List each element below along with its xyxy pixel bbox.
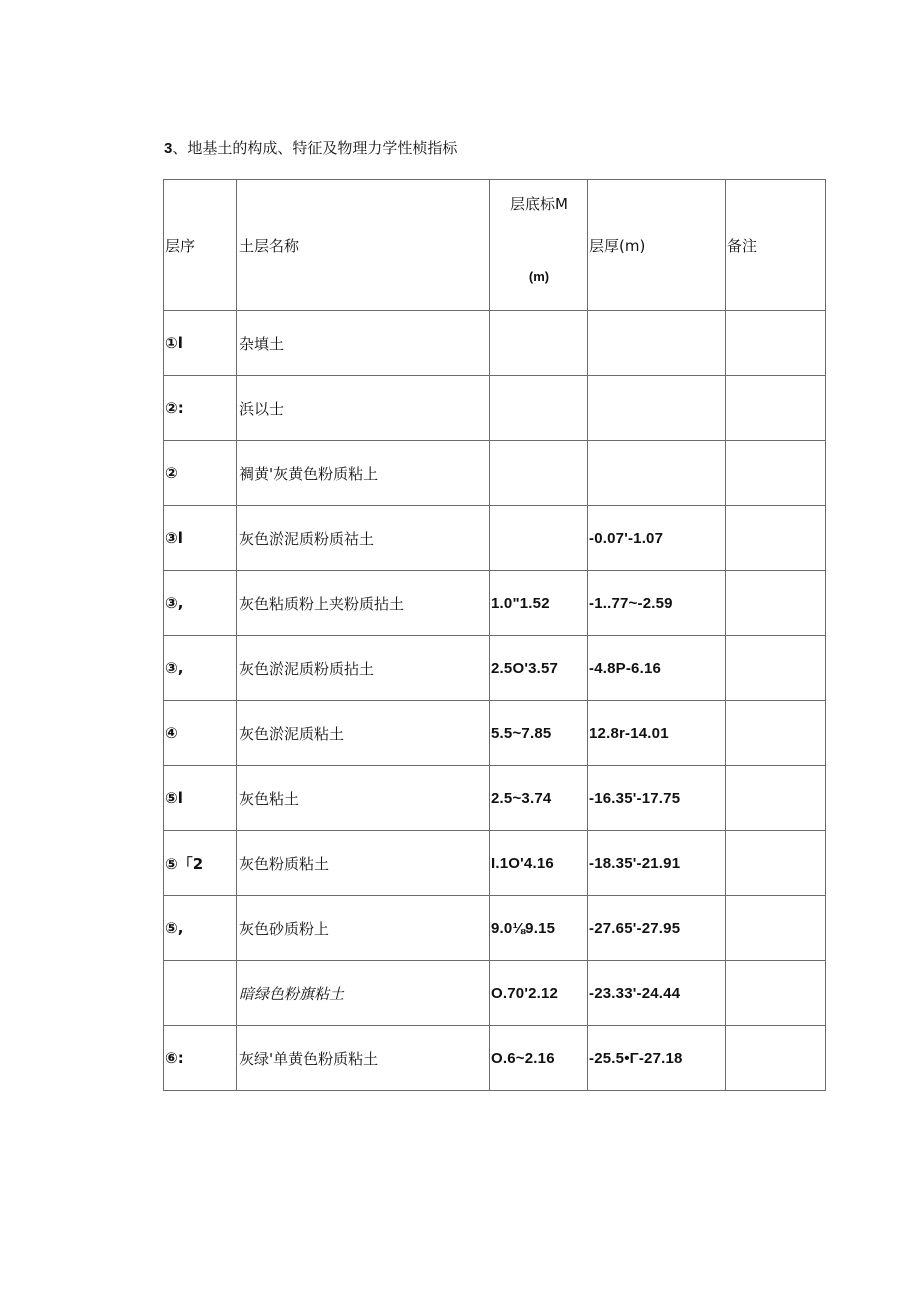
- layer-seq: ⑤,: [165, 919, 184, 937]
- layer-bottom-elevation: I.1O'4.16: [491, 855, 554, 872]
- table-row: [164, 376, 826, 441]
- layer-name: 灰色粉质粘土: [239, 854, 330, 873]
- layer-note-cell: [726, 376, 826, 441]
- layer-thickness-cell: [588, 896, 726, 961]
- layer-seq-cell: [164, 1026, 237, 1091]
- layer-bottom-elevation-cell: [490, 636, 588, 701]
- header-seq-label: 层序: [165, 236, 196, 255]
- header-thickness: [588, 180, 726, 311]
- header-thickness-label: 层厚(m): [589, 236, 646, 255]
- table-row: [164, 571, 826, 636]
- layer-seq: ⑤l: [165, 789, 183, 807]
- layer-name: 浜以士: [239, 399, 285, 418]
- layer-name-cell: [237, 831, 490, 896]
- section-heading: [164, 137, 457, 158]
- section-title: 、地基土的构成、特征及物理力学性桢指标: [172, 139, 458, 157]
- layer-seq-cell: [164, 961, 237, 1026]
- layer-name: 灰色淤泥质粘土: [239, 724, 345, 743]
- layer-bottom-elevation: 2.5O'3.57: [491, 660, 559, 677]
- layer-name: 灰色粘土: [239, 789, 300, 808]
- layer-seq-cell: [164, 896, 237, 961]
- layer-name-cell: [237, 896, 490, 961]
- table-row: [164, 441, 826, 506]
- layer-bottom-elevation: 5.5~7.85: [491, 725, 552, 742]
- layer-bottom-elevation: 9.0⅛9.15: [491, 920, 556, 937]
- layer-thickness-cell: [588, 831, 726, 896]
- layer-bottom-elevation-cell: [490, 766, 588, 831]
- layer-note-cell: [726, 961, 826, 1026]
- layer-seq-cell: [164, 506, 237, 571]
- table-row: [164, 701, 826, 766]
- layer-thickness-cell: [588, 441, 726, 506]
- layer-note-cell: [726, 831, 826, 896]
- header-name: [237, 180, 490, 311]
- layer-bottom-elevation-cell: [490, 896, 588, 961]
- layer-seq: ⑤「2: [165, 854, 204, 873]
- header-seq: [164, 180, 237, 311]
- layer-seq: ④: [165, 724, 178, 742]
- layer-name: 裯黄'灰黄色粉质粘上: [239, 464, 379, 483]
- layer-bottom-elevation-cell: [490, 1026, 588, 1091]
- layer-name: 灰色砂质粉上: [239, 919, 330, 938]
- layer-bottom-elevation: 2.5~3.74: [491, 790, 552, 807]
- layer-thickness: -16.35'-17.75: [589, 790, 681, 807]
- layer-bottom-elevation-cell: [490, 961, 588, 1026]
- layer-seq-cell: [164, 441, 237, 506]
- layer-thickness: -25.5•Γ-27.18: [589, 1050, 683, 1067]
- layer-name: 灰绿'单黄色粉质粘土: [239, 1049, 379, 1068]
- header-name-label: 土层名称: [239, 236, 300, 255]
- layer-thickness-cell: [588, 961, 726, 1026]
- layer-name-cell: [237, 766, 490, 831]
- table-row: [164, 896, 826, 961]
- layer-thickness-cell: [588, 1026, 726, 1091]
- layer-thickness-cell: [588, 376, 726, 441]
- layer-seq: ③,: [165, 659, 184, 677]
- layer-thickness: -1..77~-2.59: [589, 595, 673, 612]
- layer-seq-cell: [164, 766, 237, 831]
- table-header-row: [164, 180, 826, 311]
- section-number: 3: [164, 140, 173, 157]
- layer-thickness: -0.07'-1.07: [589, 530, 664, 547]
- layer-name-cell: [237, 311, 490, 376]
- layer-bottom-elevation-cell: [490, 701, 588, 766]
- layer-thickness-cell: [588, 766, 726, 831]
- header-note-label: 备注: [727, 236, 758, 255]
- layer-thickness-cell: [588, 701, 726, 766]
- layer-seq: ⑥:: [165, 1049, 184, 1067]
- layer-bottom-elevation: O.70'2.12: [491, 985, 559, 1002]
- layer-note-cell: [726, 571, 826, 636]
- layer-note-cell: [726, 701, 826, 766]
- layer-name: 灰色淤泥质粉质祜土: [239, 529, 375, 548]
- layer-seq-cell: [164, 571, 237, 636]
- table-row: [164, 636, 826, 701]
- layer-bottom-elevation: O.6~2.16: [491, 1050, 555, 1067]
- layer-name: 灰色淤泥质粉质拈土: [239, 659, 375, 678]
- header-bottom-elevation: [490, 180, 588, 311]
- header-bottom-label: 层底标M: [510, 195, 568, 213]
- layer-thickness-cell: [588, 506, 726, 571]
- layer-bottom-elevation-cell: [490, 441, 588, 506]
- layer-name-cell: [237, 1026, 490, 1091]
- layer-note-cell: [726, 506, 826, 571]
- table-row: [164, 311, 826, 376]
- table-row: [164, 831, 826, 896]
- layer-name: 暗绿色粉旗粘土: [239, 984, 345, 1003]
- layer-thickness: -27.65'-27.95: [589, 920, 681, 937]
- layer-seq: ③l: [165, 529, 183, 547]
- layer-name-cell: [237, 961, 490, 1026]
- layer-seq: ②: [165, 464, 178, 482]
- layer-bottom-elevation-cell: [490, 311, 588, 376]
- layer-seq-cell: [164, 701, 237, 766]
- layer-seq: ③,: [165, 594, 184, 612]
- table-row: [164, 1026, 826, 1091]
- layer-thickness: -23.33'-24.44: [589, 985, 681, 1002]
- layer-thickness-cell: [588, 636, 726, 701]
- layer-name-cell: [237, 376, 490, 441]
- header-note: [726, 180, 826, 311]
- layer-name-cell: [237, 701, 490, 766]
- layer-note-cell: [726, 766, 826, 831]
- layer-note-cell: [726, 311, 826, 376]
- table-row: [164, 506, 826, 571]
- table-row: [164, 961, 826, 1026]
- layer-note-cell: [726, 636, 826, 701]
- layer-note-cell: [726, 896, 826, 961]
- layer-seq-cell: [164, 376, 237, 441]
- layer-bottom-elevation: 1.0"1.52: [491, 595, 550, 612]
- layer-seq-cell: [164, 831, 237, 896]
- layer-name: 灰色粘质粉上夹粉质拈土: [239, 594, 405, 613]
- layer-thickness: -18.35'-21.91: [589, 855, 681, 872]
- layer-thickness-cell: [588, 571, 726, 636]
- header-bottom-unit: (m): [528, 269, 550, 284]
- layer-name: 杂填土: [239, 334, 285, 353]
- layer-seq-cell: [164, 311, 237, 376]
- layer-name-cell: [237, 441, 490, 506]
- layer-seq: ①l: [165, 334, 183, 352]
- layer-note-cell: [726, 441, 826, 506]
- soil-layer-table: [163, 179, 826, 1091]
- table-row: [164, 766, 826, 831]
- layer-thickness-cell: [588, 311, 726, 376]
- layer-seq-cell: [164, 636, 237, 701]
- layer-bottom-elevation-cell: [490, 506, 588, 571]
- layer-bottom-elevation-cell: [490, 376, 588, 441]
- layer-name-cell: [237, 636, 490, 701]
- layer-note-cell: [726, 1026, 826, 1091]
- layer-seq: ②:: [165, 399, 184, 417]
- layer-name-cell: [237, 506, 490, 571]
- layer-bottom-elevation-cell: [490, 571, 588, 636]
- layer-bottom-elevation-cell: [490, 831, 588, 896]
- layer-name-cell: [237, 571, 490, 636]
- layer-thickness: -4.8P-6.16: [589, 660, 662, 677]
- layer-thickness: 12.8r-14.01: [589, 725, 669, 742]
